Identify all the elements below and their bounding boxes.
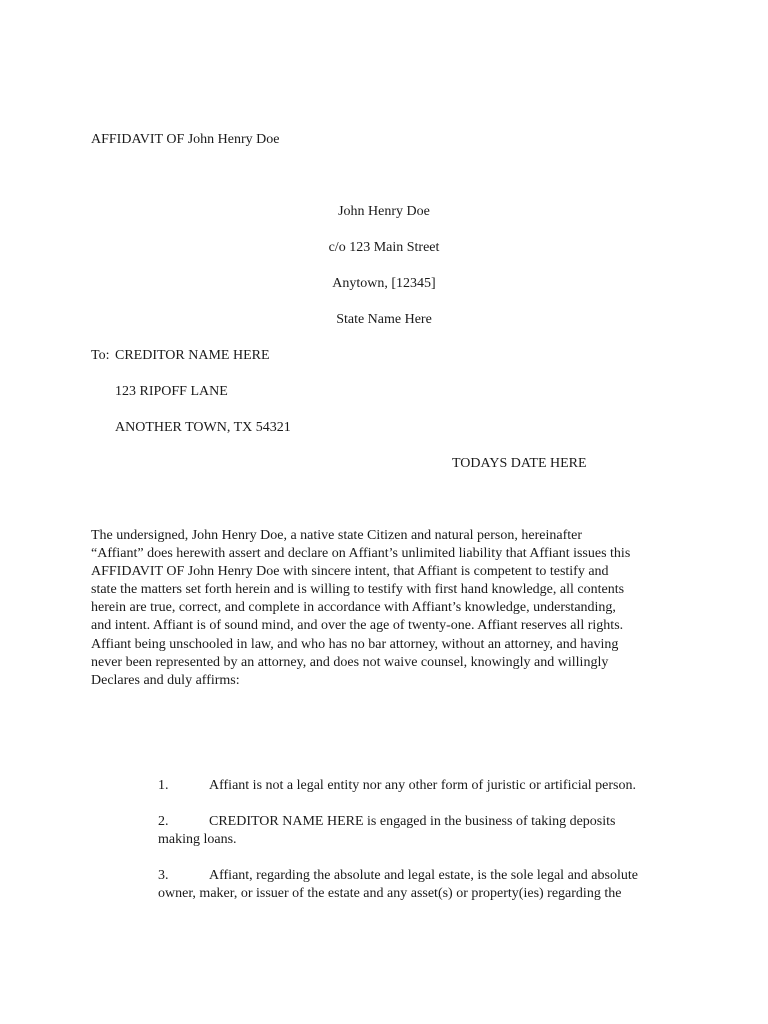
item-text-continued: making loans. <box>158 832 237 847</box>
intro-line: state the matters set forth herein and is willing to testify with first hand knowledge, all contents <box>91 582 625 598</box>
intro-line: Affiant being unschooled in law, and who has no bar attorney, without an attorney, and having <box>91 636 619 652</box>
item-text: Affiant is not a legal entity nor any other form of juristic or artificial person. <box>209 778 637 793</box>
affiant-street: c/o 123 Main Street <box>328 240 440 255</box>
document-title: AFFIDAVIT OF John Henry Doe <box>91 132 280 147</box>
intro-paragraph <box>91 527 691 690</box>
item-text: CREDITOR NAME HERE is engaged in the business of taking deposits <box>209 814 616 829</box>
intro-line: “Affiant” does herewith assert and declare on Affiant’s unlimited liability that Affiant issues this <box>91 546 631 562</box>
item-number: 1. <box>158 778 169 793</box>
intro-line: AFFIDAVIT OF John Henry Doe with sincere intent, that Affiant is competent to testify and <box>91 564 609 580</box>
item-number: 2. <box>158 814 169 829</box>
item-number: 3. <box>158 868 169 883</box>
recipient-street: 123 RIPOFF LANE <box>115 384 228 399</box>
intro-line: and intent. Affiant is of sound mind, and over the age of twenty-one. Affiant reserves all rights. <box>91 618 624 634</box>
recipient-city: ANOTHER TOWN, TX 54321 <box>115 420 291 435</box>
item-text: Affiant, regarding the absolute and legal estate, is the sole legal and absolute <box>209 868 638 883</box>
recipient-name: CREDITOR NAME HERE <box>115 348 270 363</box>
item-text-continued: owner, maker, or issuer of the estate and any asset(s) or property(ies) regarding the <box>158 886 622 901</box>
intro-line: Declares and duly affirms: <box>91 672 240 688</box>
affiant-state: State Name Here <box>336 312 432 327</box>
intro-line: never been represented by an attorney, and does not waive counsel, knowingly and willingly <box>91 654 609 670</box>
document-date: TODAYS DATE HERE <box>452 456 587 471</box>
intro-line: herein are true, correct, and complete in accordance with Affiant’s knowledge, understanding, <box>91 600 616 616</box>
affiant-city: Anytown, [12345] <box>332 276 436 291</box>
recipient-label: To: <box>91 348 110 363</box>
intro-line: The undersigned, John Henry Doe, a native state Citizen and natural person, hereinafter <box>91 528 582 543</box>
affiant-name: John Henry Doe <box>338 204 430 219</box>
